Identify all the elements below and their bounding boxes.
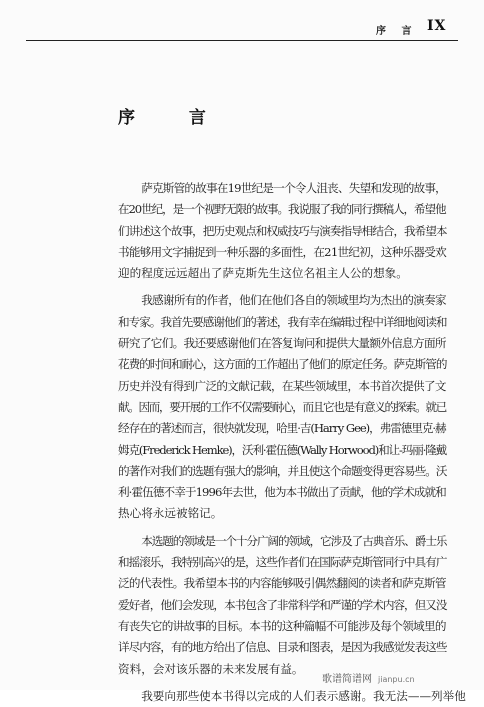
text-line: 有丧失它的讲故事的目标。本书的这种篇幅不可能涉及每个领域里的: [118, 618, 446, 633]
watermark-url: jianpu.cn: [378, 675, 415, 684]
text-line: 经存在的著述而言，很快就发现，哈里·吉(Harry Gee)，弗雷德里克·赫: [118, 421, 446, 436]
watermark-site-name: 歌谱简谱网: [322, 674, 372, 685]
body-text: [118, 178, 466, 707]
text-line: 和摇滚乐，我特别高兴的是，这些作者们在国际萨克斯管同行中具有广: [118, 555, 447, 570]
paragraph: [118, 290, 446, 524]
text-line: 我要向那些使本书得以完成的人们表示感谢。我无法——列举他: [141, 688, 466, 703]
text-line: 花费的时间和耐心，这方面的工作超出了他们的原定任务。萨克斯管的: [118, 357, 447, 372]
page-number: IX: [427, 18, 447, 34]
running-header-title: 序 言: [376, 26, 418, 37]
text-line: 历史并没有得到广泛的文献记载，在某些领域里，本书首次提供了文: [118, 378, 446, 393]
text-line: 们讲述这个故事，把历史观点和权威技巧与演奏指导相结合，我希望本: [118, 223, 447, 238]
text-line: 热心将永远被铭记。: [118, 506, 223, 521]
text-line: 利·霍伍德不幸于1996年去世，他为本书做出了贡献，他的学术成就和: [118, 485, 446, 500]
text-line: 迎的程度远远超出了萨克斯先生这位名祖主人公的想象。: [118, 266, 408, 281]
text-line: 详尽内容，有的地方给出了信息、目录和图表，是因为我感觉发表这些: [118, 640, 447, 655]
text-line: 爱好者，他们会发现，本书包含了非常科学和严谨的学术内容，但又没: [118, 597, 447, 612]
paragraph: [118, 686, 466, 707]
chapter-title: 序 言: [118, 108, 230, 128]
text-line: 书能够用文字捕捉到一种乐器的多面性，在21世纪初，这种乐器受欢: [118, 244, 446, 259]
text-line: 资料，会对该乐器的未来发展有益。: [118, 661, 304, 676]
text-line: 在20世纪，是一个视野无限的故事。我说服了我的同行撰稿人，希望他: [118, 202, 446, 217]
text-line: 萨克斯管的故事在19世纪是一个令人沮丧、失望和发现的故事，: [141, 181, 446, 195]
watermark: [322, 670, 415, 685]
text-line: 和专家。我首先要感谢他们的著述，我有幸在编辑过程中详细地阅读和: [118, 314, 447, 329]
text-line: 本选题的领域是一个十分广阔的领域，它涉及了古典音乐、爵士乐: [141, 533, 447, 548]
text-line: 献。因而，要开展的工作不仅需要耐心，而且它也是有意义的探索。就已: [118, 399, 446, 414]
paragraph: [118, 178, 446, 284]
text-line: 我感谢所有的作者，他们在他们各自的领域里均为杰出的演奏家: [141, 293, 446, 308]
text-line: 研究了它们。我还要感谢他们在答复询问和提供大量额外信息方面所: [118, 336, 446, 351]
text-line: 泛的代表性。我希望本书的内容能够吸引偶然翻阅的读者和萨克斯管: [118, 576, 446, 591]
text-line: 的著作对我们的选题有强大的影响，并且使这个命题变得更容易些。沃: [118, 463, 447, 478]
header-rule: [26, 40, 458, 41]
text-line: 姆克(Frederick Hemke)，沃利·霍伍德(Wally Horwood)和让-玛丽·隆戴: [118, 442, 447, 457]
paragraph: [118, 531, 446, 680]
